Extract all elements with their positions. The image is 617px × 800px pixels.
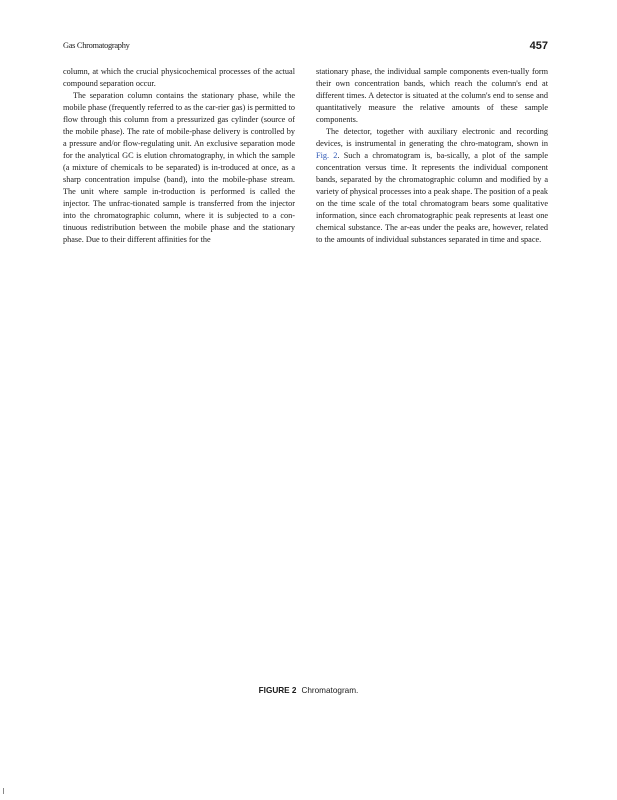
left-column: [63, 66, 295, 246]
right-column: [316, 66, 548, 246]
running-title: Gas Chromatography: [63, 41, 130, 50]
paragraph: stationary phase, the individual sample components even-tually form their own concentration bands, which reach the column's end at different times. A detector is situated at the column's end to sense and quantitatively measure the relative amounts of these sample components.: [316, 67, 548, 124]
paragraph: column, at which the crucial physicochemical processes of the actual compound separation occur.: [63, 67, 295, 88]
figure-reference-link[interactable]: Fig. 2: [316, 151, 338, 160]
crop-mark: [3, 788, 4, 794]
figure-caption-text: Chromatogram.: [301, 686, 359, 695]
paragraph: The separation column contains the stationary phase, while the mobile phase (frequently referred to as the car-rier gas) is permitted to flow through this column from a pressurized gas cylinder (source of the mobile phase). The rate of mobile-phase delivery is controlled by a pressure and/or flow-regulating unit. An exclusive separation mode for the analytical GC is elution chromatography, in which the sample (a mixture of chemicals to be separated) is in-troduced at once, as a sharp concentration impulse (band), into the mobile-phase stream. The unit where sample in-troduction is performed is called the injector. The unfrac-tionated sample is transferred from the injector into the chromatographic column, where it is subjected to a con-tinuous redistribution between the mobile phase and the stationary phase. Due to their different affinities for the: [63, 91, 295, 244]
figure-label: FIGURE 2: [258, 686, 297, 695]
paragraph-text: The detector, together with auxiliary electronic and recording devices, is instrumental in generating the chro-matogram, shown in: [316, 127, 548, 148]
paragraph-detector: [316, 126, 548, 246]
paragraph-text: . Such a chromatogram is, ba-sically, a plot of the sample concentration versus time. It represents the individual component bands, separated by the chromatographic column and modified by a variety of physical processes into a peak shape. The position of a peak on the time scale of the total chromatogram bears some qualitative information, since each chromatographic peak represents at least one chemical substance. The ar-eas under the peaks are, however, related to the amounts of individual substances separated in time and space.: [316, 151, 548, 244]
page-number: 457: [529, 40, 548, 52]
figure-caption: [0, 686, 617, 695]
